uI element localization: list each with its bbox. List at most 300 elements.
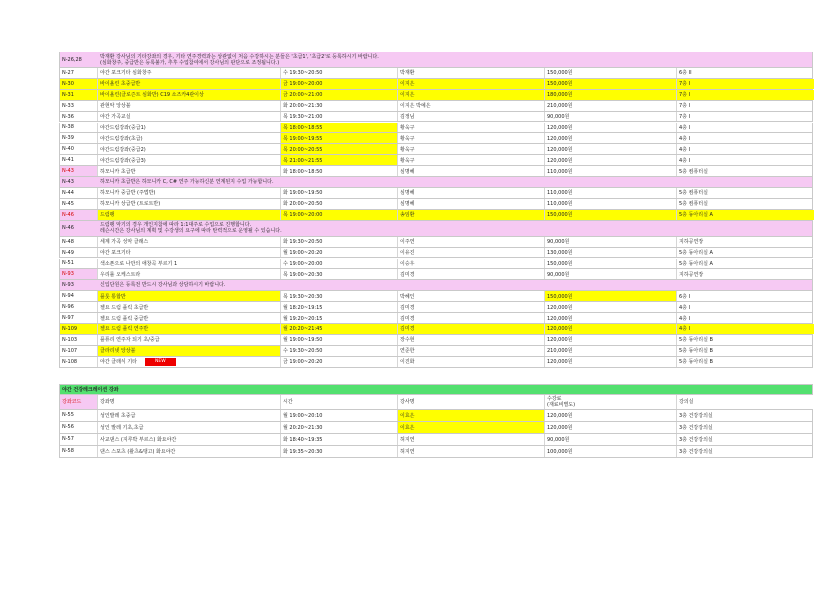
cell-name [98, 199, 281, 209]
table-row [59, 133, 813, 144]
cell-text: 120,000원 [547, 304, 573, 311]
cell-time [281, 237, 398, 247]
cell-code [60, 210, 98, 220]
cell-teacher [398, 313, 545, 323]
cell-text: 김미경 [400, 315, 415, 322]
cell-fee [545, 302, 677, 312]
cell-room [677, 346, 814, 356]
cell-text: 7층 I [679, 92, 691, 99]
cell-text: 120,000원 [547, 315, 573, 322]
cell-teacher [398, 434, 545, 445]
cell-teacher [398, 237, 545, 247]
cell-time [281, 123, 398, 133]
table-row [59, 68, 813, 79]
cell-name [98, 112, 281, 122]
cell-text: 120,000원 [547, 157, 573, 164]
cell-room [677, 199, 814, 209]
cell-text: 5층 동아리실 A [679, 250, 713, 257]
notice-code-text: N-43 [62, 179, 74, 185]
cell-code [60, 155, 98, 165]
cell-text: 황욱구 [400, 135, 415, 142]
cell-text: 이지은 박예은 [400, 103, 431, 110]
cell-text: 수 19:00~20:00 [283, 260, 323, 267]
cell-fee [545, 112, 677, 122]
cell-text: 목 19:00~20:30 [283, 271, 323, 278]
cell-code [60, 101, 98, 111]
cell-fee [545, 237, 677, 247]
cell-code [60, 313, 98, 323]
cell-text: 화 19:00~19:50 [283, 190, 323, 197]
cell-text: 5층 동아리실 A [679, 212, 713, 219]
cell-name [98, 346, 281, 356]
cell-text: 월 19:20~20:15 [283, 315, 323, 322]
cell-text: 김정님 [400, 114, 415, 121]
cell-text: 210,000원 [547, 103, 573, 110]
cell-text: 4층 I [679, 315, 691, 322]
table-row [59, 346, 813, 357]
cell-text: 지하공연장 [679, 271, 704, 278]
table-row [59, 188, 813, 199]
notice-line: (심화창주, 중급반은 등록불가, 추후 수업참여에서 강사님의 판단으로 조정됩니다.) [100, 59, 280, 66]
table-row [59, 335, 813, 346]
cell-text: 150,000원 [547, 212, 573, 219]
health-title: 야간 건강레크레이션 강좌 [62, 386, 119, 393]
cell-fee [545, 446, 677, 457]
table-row [59, 101, 813, 112]
cell-room [677, 357, 814, 367]
cell-text: 목 19:00~20:00 [283, 212, 323, 219]
cell-text: 야간드럼강좌(중급3) [100, 157, 146, 164]
header-room [677, 395, 814, 409]
cell-text: 월 18:20~19:15 [283, 304, 323, 311]
cell-text: 성인 발레 기초,초급 [100, 424, 144, 431]
cell-name [98, 422, 281, 433]
cell-code [60, 188, 98, 198]
cell-room [677, 237, 814, 247]
cell-text: 화 19:35~20:30 [283, 448, 323, 455]
cell-time [281, 259, 398, 269]
notice-row [59, 280, 813, 291]
cell-text: 야간 클래식 기타 [100, 359, 137, 366]
cell-room [677, 155, 814, 165]
cell-text: 금 20:00~21:00 [283, 92, 323, 99]
cell-text: 김미경 [400, 304, 415, 311]
cell-text: 110,000원 [547, 201, 573, 208]
cell-code [60, 357, 98, 367]
cell-text: 목 18:00~18:55 [283, 124, 323, 131]
cell-text: 야간 포크기타 심화창주 [100, 70, 152, 77]
cell-text: 4층 I [679, 135, 691, 142]
cell-text: 월 19:00~20:20 [283, 250, 323, 257]
cell-text: 장수현 [400, 337, 415, 344]
cell-code [60, 346, 98, 356]
cell-time [281, 446, 398, 457]
notice-line: 신입단원은 등록전 반드시 강사님과 상담하시기 바랍니다. [100, 282, 226, 289]
cell-fee [545, 188, 677, 198]
cell-name [98, 144, 281, 154]
cell-text: N-55 [62, 412, 74, 419]
cell-text: 우리롤 오케스트라 [100, 271, 141, 278]
cell-text: 송임환 [400, 212, 415, 219]
health-title-text [60, 385, 814, 394]
cell-text: N-27 [62, 69, 74, 76]
cell-text: 수 19:30~20:50 [283, 348, 323, 355]
cell-code [60, 324, 98, 334]
cell-text: 허지연 [400, 448, 415, 455]
header-time [281, 395, 398, 409]
cell-room [677, 144, 814, 154]
cell-text: 월 19:00~20:10 [283, 412, 323, 419]
cell-teacher [398, 101, 545, 111]
cell-name [98, 357, 281, 367]
cell-teacher [398, 357, 545, 367]
cell-text: 150,000원 [547, 293, 573, 300]
cell-text: 5층 동아리실 B [679, 359, 713, 366]
cell-teacher [398, 199, 545, 209]
cell-text: 연준한 [400, 348, 415, 355]
cell-teacher [398, 324, 545, 334]
cell-text: 지하공연장 [679, 239, 704, 246]
cell-text: N-97 [62, 315, 74, 322]
notice-text [98, 221, 282, 236]
notice-line: 하모니카 초급반은 하모니카 C, C# 연주 가능하신분 연계된지 수업 가능합니다. [100, 179, 274, 185]
cell-time [281, 199, 398, 209]
cell-fee [545, 248, 677, 258]
cell-fee [545, 313, 677, 323]
cell-text: 금 19:00~20:00 [283, 81, 323, 88]
cell-text: 야간 가곡교실 [100, 114, 131, 121]
cell-fee [545, 291, 677, 301]
cell-text: 180,000원 [547, 92, 573, 99]
table-row [59, 90, 813, 101]
cell-room [677, 133, 814, 143]
cell-name [98, 410, 281, 421]
cell-time [281, 335, 398, 345]
cell-fee [545, 410, 677, 421]
cell-room [677, 410, 814, 421]
cell-code [60, 79, 98, 89]
cell-text: N-30 [62, 80, 74, 87]
cell-time [281, 357, 398, 367]
notice-text [98, 280, 225, 290]
cell-text: 목 19:30~20:30 [283, 293, 323, 300]
table-row [59, 269, 813, 280]
cell-teacher [398, 112, 545, 122]
cell-code [60, 144, 98, 154]
cell-name [98, 133, 281, 143]
cell-name [98, 434, 281, 445]
cell-text: 7층 I [679, 114, 691, 121]
cell-time [281, 291, 398, 301]
cell-room [677, 79, 814, 89]
header-text: 수강료 (재료비별도) [547, 395, 576, 408]
notice-code [60, 52, 98, 67]
notice-line: 레슨시간은 강사님의 계획 및 수강생의 요구에 따라 탄력적으로 운영될 수 있습니다. [100, 228, 282, 235]
header-code [60, 395, 98, 409]
cell-text: 월 19:00~19:50 [283, 337, 323, 344]
cell-fee [545, 101, 677, 111]
cell-text: 화 20:00~21:30 [283, 103, 323, 110]
cell-text: 야간드럼강좌(중급1) [100, 124, 146, 131]
notice-line: 박재환 강사님의 기타강좌의 경우, 기타 연주경력과는 상관없이 처음 수강하시는 분들은 '초급1', '초급2'로 등록하시기 바랍니다. [100, 53, 379, 60]
cell-text: 댄스 스포츠 (왈츠&탱고) 화요야간 [100, 448, 176, 455]
cell-text: 세계 가곡 성악 클래스 [100, 239, 149, 246]
cell-room [677, 269, 814, 279]
cell-fee [545, 79, 677, 89]
cell-text: 110,000원 [547, 168, 573, 175]
cell-text: 5층 동아리실 B [679, 348, 713, 355]
cell-teacher [398, 188, 545, 198]
cell-teacher [398, 123, 545, 133]
cell-text: N-51 [62, 260, 74, 267]
cell-fee [545, 68, 677, 78]
notice-text [98, 52, 379, 67]
cell-text: 황욱구 [400, 124, 415, 131]
cell-text: 야간드럼강좌(중급2) [100, 146, 146, 153]
table-row [59, 291, 813, 302]
cell-text: N-108 [62, 358, 78, 365]
table-row [59, 248, 813, 259]
cell-room [677, 434, 814, 445]
table-row [59, 166, 813, 177]
header-text: 강좌코드 [62, 398, 82, 405]
cell-text: 박혜인 [400, 293, 415, 300]
cell-name [98, 166, 281, 176]
cell-text: 90,000원 [547, 271, 570, 278]
cell-text: 120,000원 [547, 424, 573, 431]
cell-text: N-94 [62, 293, 74, 300]
cell-text: N-57 [62, 436, 74, 443]
cell-text: 허지연 [400, 436, 415, 443]
cell-text: N-103 [62, 336, 78, 343]
cell-room [677, 166, 814, 176]
cell-text: 황욱구 [400, 146, 415, 153]
cell-text: 이주연 [400, 239, 415, 246]
cell-text: 이지은 [400, 92, 415, 99]
new-badge: NEW [145, 358, 176, 366]
cell-text: N-40 [62, 146, 74, 153]
cell-fee [545, 123, 677, 133]
cell-name [98, 269, 281, 279]
table-row [59, 357, 813, 368]
cell-text: N-58 [62, 448, 74, 455]
cell-teacher [398, 422, 545, 433]
cell-code [60, 166, 98, 176]
cell-text: N-56 [62, 424, 74, 431]
header-fee [545, 395, 677, 409]
cell-code [60, 248, 98, 258]
cell-text: 화 19:30~20:50 [283, 239, 323, 246]
cell-code [60, 422, 98, 433]
cell-room [677, 101, 814, 111]
notice-code [60, 221, 98, 236]
cell-text: 클라리넷 앙상블 [100, 348, 136, 355]
cell-time [281, 101, 398, 111]
cell-name [98, 188, 281, 198]
cell-text: 야간드럼강좌(초급) [100, 135, 143, 142]
table-row [59, 123, 813, 134]
cell-room [677, 313, 814, 323]
cell-code [60, 434, 98, 445]
cell-code [60, 410, 98, 421]
cell-code [60, 237, 98, 247]
cell-name [98, 291, 281, 301]
cell-code [60, 291, 98, 301]
cell-fee [545, 155, 677, 165]
cell-fee [545, 199, 677, 209]
cell-text: N-45 [62, 200, 74, 207]
cell-fee [545, 269, 677, 279]
notice-text [98, 177, 274, 187]
cell-room [677, 335, 814, 345]
cell-text: 7층 I [679, 81, 691, 88]
cell-text: 150,000원 [547, 70, 573, 77]
cell-text: 하모니카 초급반 [100, 168, 136, 175]
header-teacher [398, 395, 545, 409]
cell-room [677, 68, 814, 78]
cell-text: 젤요 드럼 플릭 중급반 [100, 315, 149, 322]
cell-text: N-107 [62, 347, 78, 354]
cell-text: 목 19:30~21:00 [283, 114, 323, 121]
cell-text: 야간 포크기타 [100, 250, 131, 257]
cell-text: 금 19:00~20:20 [283, 359, 323, 366]
cell-text: 바이올린 초중급반 [100, 81, 141, 88]
table-row [59, 446, 813, 458]
cell-text: 150,000원 [547, 81, 573, 88]
cell-name [98, 446, 281, 457]
health-section-title [59, 384, 813, 395]
cell-text: 120,000원 [547, 412, 573, 419]
table-row [59, 237, 813, 248]
cell-time [281, 324, 398, 334]
table-row [59, 410, 813, 422]
cell-time [281, 210, 398, 220]
cell-text: N-36 [62, 113, 74, 120]
cell-time [281, 133, 398, 143]
cell-name [98, 79, 281, 89]
cell-teacher [398, 166, 545, 176]
cell-text: 5층 동아리실 A [679, 260, 713, 267]
cell-fee [545, 346, 677, 356]
cell-text: 120,000원 [547, 326, 573, 333]
notice-line: 드럼팽 악기의 경우 개인지참에 따라 1:1대주로 수업으로 진행합니다. [100, 222, 252, 229]
cell-time [281, 90, 398, 100]
cell-teacher [398, 210, 545, 220]
table-row [59, 324, 813, 335]
table-row [59, 112, 813, 123]
cell-text: 목 19:00~19:55 [283, 135, 323, 142]
cell-text: 5층 컴퓨터실 [679, 168, 708, 175]
cell-text: 플퓨리 연주자 되기 초/중급 [100, 337, 160, 344]
cell-text: 120,000원 [547, 337, 573, 344]
cell-text: 5층 동아리실 B [679, 337, 713, 344]
cell-code [60, 112, 98, 122]
cell-text: N-31 [62, 91, 74, 98]
cell-code [60, 123, 98, 133]
notice-code [60, 280, 98, 290]
cell-text: N-43 [62, 168, 74, 175]
cell-text: N-38 [62, 124, 74, 131]
cell-text: 황욱구 [400, 157, 415, 164]
header-text: 강좌명 [100, 398, 115, 405]
cell-name [98, 123, 281, 133]
cell-name [98, 324, 281, 334]
cell-text: 이진화 [400, 359, 415, 366]
cell-text: 120,000원 [547, 124, 573, 131]
cell-text: 하모니카 상급반 (트로트반) [100, 201, 161, 208]
table-row [59, 259, 813, 270]
cell-name [98, 335, 281, 345]
cell-teacher [398, 446, 545, 457]
table-row [59, 199, 813, 210]
cell-name [98, 313, 281, 323]
cell-text: 심명혜 [400, 201, 415, 208]
cell-text: 화 18:00~18:50 [283, 168, 323, 175]
cell-name [98, 237, 281, 247]
cell-text: 색소폰으로 나만의 애창곡 부르기 1 [100, 260, 178, 267]
notice-code-text: N-26,28 [62, 56, 82, 63]
cell-text: N-93 [62, 271, 74, 278]
cell-name [98, 68, 281, 78]
cell-teacher [398, 302, 545, 312]
cell-text: 이지은 [400, 81, 415, 88]
cell-time [281, 166, 398, 176]
cell-text: N-44 [62, 189, 74, 196]
cell-teacher [398, 79, 545, 89]
header-text: 강의실 [679, 398, 694, 405]
cell-teacher [398, 133, 545, 143]
cell-text: 관현악 앙상블 [100, 103, 131, 110]
cell-room [677, 259, 814, 269]
cell-text: 성인발레 초중급 [100, 412, 136, 419]
cell-room [677, 324, 814, 334]
cell-text: N-46 [62, 211, 74, 218]
cell-room [677, 291, 814, 301]
cell-time [281, 68, 398, 78]
cell-text: 6층 I [679, 293, 691, 300]
cell-text: 목 20:00~20:55 [283, 146, 323, 153]
cell-name [98, 248, 281, 258]
cell-text: 5층 컴퓨터실 [679, 201, 708, 208]
cell-room [677, 422, 814, 433]
cell-text: 젤요 드럼 플릭 초급반 [100, 304, 149, 311]
cell-room [677, 248, 814, 258]
cell-teacher [398, 90, 545, 100]
cell-text: 심명혜 [400, 190, 415, 197]
cell-text: N-48 [62, 238, 74, 245]
cell-text: 월 20:20~21:45 [283, 326, 323, 333]
cell-teacher [398, 335, 545, 345]
cell-time [281, 346, 398, 356]
cell-code [60, 199, 98, 209]
cell-fee [545, 422, 677, 433]
cell-fee [545, 166, 677, 176]
table-row [59, 155, 813, 166]
table-row [59, 144, 813, 155]
cell-time [281, 248, 398, 258]
cell-time [281, 144, 398, 154]
cell-text: 4층 I [679, 326, 691, 333]
cell-text: 플룻 통합반 [100, 293, 126, 300]
cell-room [677, 210, 814, 220]
cell-time [281, 434, 398, 445]
cell-text: 화 18:40~19:35 [283, 436, 323, 443]
cell-code [60, 446, 98, 457]
cell-text: 하모니카 중급반 (주법반) [100, 190, 156, 197]
cell-time [281, 188, 398, 198]
table-row [59, 79, 813, 90]
cell-teacher [398, 269, 545, 279]
